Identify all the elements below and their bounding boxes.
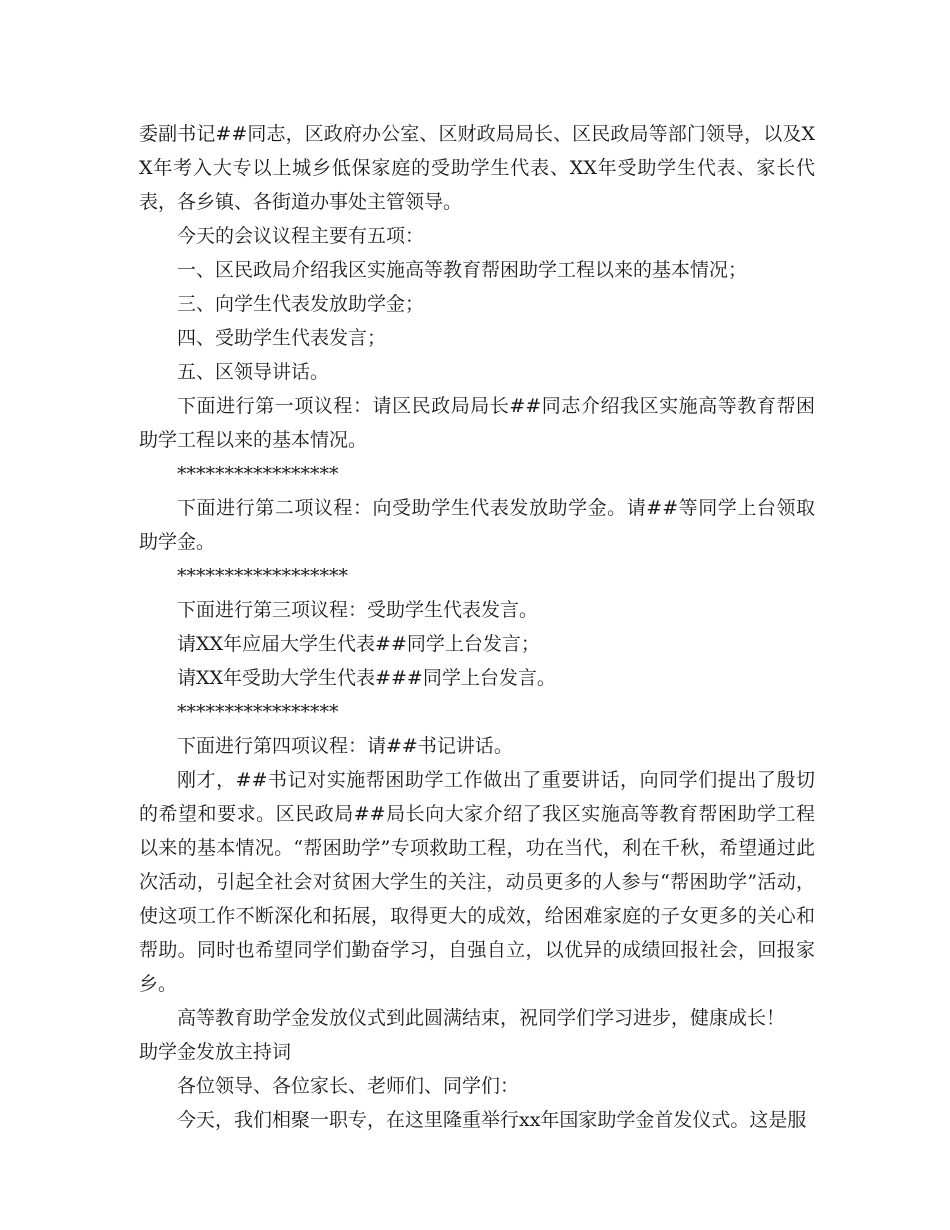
section-title: 助学金发放主持词 — [139, 1041, 292, 1063]
paragraph-greeting: 各位领导、各位家长、老师们、同学们： — [177, 1075, 520, 1097]
paragraph-agenda-intro: 今天的会议议程主要有五项： — [177, 225, 425, 247]
agenda-item-5: 五、区领导讲话。 — [177, 361, 330, 383]
paragraph-opening: 今天，我们相聚一职专，在这里隆重举行xx年国家助学金首发仪式。这是服 — [177, 1109, 807, 1131]
paragraph-third-item: 下面进行第三项议程：受助学生代表发言。 — [177, 599, 539, 621]
agenda-item-3: 三、向学生代表发放助学金； — [177, 293, 425, 315]
paragraph-speaker-1: 请XX年应届大学生代表##同学上台发言； — [177, 633, 540, 655]
paragraph-speaker-2: 请XX年受助大学生代表###同学上台发言。 — [177, 667, 556, 689]
agenda-item-1: 一、区民政局介绍我区实施高等教育帮困助学工程以来的基本情况； — [177, 259, 748, 281]
separator-stars: ***************** — [177, 463, 339, 485]
paragraph-closing-remarks: 刚才，##书记对实施帮困助学工作做出了重要讲话，向同学们提出了殷切的希望和要求。区民政局##局长向大家介绍了我区实施高等教育帮困助学工程以来的基本情况。“帮困助学”专项救助工程，功在当代，利在千秋，希望通过此次活动，引起全社会对贫困大学生的关注，动员更多的人参与“帮困助学”活动，使这项工作不断深化和拓展，取得更大的成效，给困难家庭的子女更多的关心和帮助。同时也希望同学们勤奋学习，自强自立，以优异的成绩回报社会，回报家乡。 — [139, 769, 815, 995]
separator-stars: ****************** — [177, 565, 348, 587]
paragraph-fourth-item: 下面进行第四项议程：请##书记讲话。 — [177, 735, 513, 757]
separator-stars: ***************** — [177, 701, 339, 723]
agenda-item-4: 四、受助学生代表发言； — [177, 327, 387, 349]
paragraph-first-item: 下面进行第一项议程：请区民政局局长##同志介绍我区实施高等教育帮困助学工程以来的基本情况。 — [139, 395, 815, 451]
document-body — [139, 117, 815, 1137]
paragraph-conclusion: 高等教育助学金发放仪式到此圆满结束，祝同学们学习进步，健康成长！ — [177, 1007, 786, 1029]
paragraph-second-item: 下面进行第二项议程：向受助学生代表发放助学金。请##等同学上台领取助学金。 — [139, 497, 815, 553]
paragraph-attendees: 委副书记##同志，区政府办公室、区财政局局长、区民政局等部门领导，以及XX年考入大专以上城乡低保家庭的受助学生代表、XX年受助学生代表、家长代表，各乡镇、各街道办事处主管领导。 — [139, 123, 815, 213]
